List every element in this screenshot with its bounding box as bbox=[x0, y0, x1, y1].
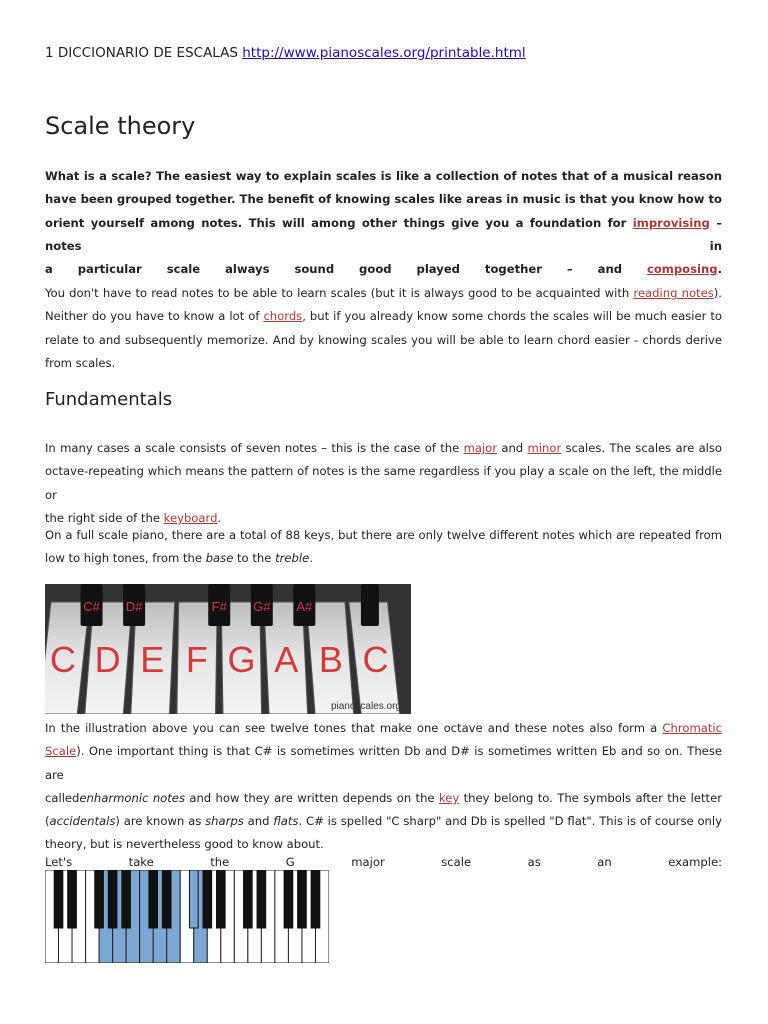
fund2-line-1: On a full scale piano, there are a total of 88 keys, but there are only twelve different notes which are repeated from bbox=[45, 528, 722, 542]
para-text: In the illustration above you can see twelve tones that make one octave and these notes also form a bbox=[45, 721, 658, 735]
black-key-label: D# bbox=[125, 599, 143, 614]
g-major-black-key bbox=[108, 870, 117, 928]
para-text: to the bbox=[237, 551, 272, 566]
treble-term: treble bbox=[275, 551, 310, 566]
chromatic-scale-link[interactable]: Scale bbox=[45, 744, 77, 759]
white-key-label: E bbox=[140, 639, 165, 680]
header-prefix: 1 DICCIONARIO DE ESCALAS bbox=[45, 45, 238, 61]
sharps-term: sharps bbox=[205, 814, 244, 829]
major-link[interactable]: major bbox=[463, 441, 498, 455]
g-major-black-key bbox=[257, 870, 266, 928]
enharmonic-text: calledenharmonic notes bbox=[45, 790, 185, 805]
white-key-label: C bbox=[362, 639, 389, 680]
black-key bbox=[361, 584, 379, 626]
para2-line-4: from scales. bbox=[45, 355, 116, 370]
para-text: and how they are written depends on the bbox=[189, 790, 435, 805]
para-text: ( bbox=[45, 814, 50, 829]
para2-line-3: relate to and subsequently memorize. And by knowing scales you will be able to learn chord easier - chords derive bbox=[45, 332, 722, 347]
para-text: they belong to. The symbols after the letter bbox=[463, 790, 722, 805]
fund-line-2: octave-repeating which means the pattern of notes is the same regardless if you play a scale on the left, the middle or bbox=[45, 464, 722, 502]
chromatic-link[interactable]: Chromatic bbox=[662, 721, 722, 735]
g-major-black-key bbox=[54, 870, 63, 928]
chrom-line-5: theory, but is nevertheless good to know about. bbox=[45, 837, 324, 852]
chromatic-paragraph bbox=[45, 717, 722, 857]
minor-link[interactable]: minor bbox=[527, 441, 562, 455]
chords-link[interactable]: chords bbox=[263, 309, 303, 324]
para-text: the right side of the bbox=[45, 510, 160, 525]
reading-notes-paragraph bbox=[45, 282, 722, 375]
white-key-label: F bbox=[185, 639, 208, 680]
example-line: Let's take the G major scale as an example: bbox=[45, 855, 722, 869]
para-text: ). bbox=[713, 286, 722, 300]
intro-line-3 bbox=[45, 212, 722, 259]
keyboard-link[interactable]: keyboard bbox=[163, 510, 218, 525]
base-term: base bbox=[205, 551, 234, 566]
black-key-label: C# bbox=[83, 599, 100, 614]
g-major-keyboard bbox=[45, 870, 329, 963]
white-key-label: C bbox=[49, 639, 76, 680]
white-key-label: B bbox=[318, 639, 343, 680]
g-major-black-key bbox=[189, 870, 198, 928]
reading-notes-link[interactable]: reading notes bbox=[633, 286, 714, 300]
white-key-label: D bbox=[94, 639, 121, 680]
watermark-text: pianoscales.org bbox=[330, 701, 401, 712]
intro-text: orient yourself among notes. This will among other things give you a foundation for bbox=[45, 215, 627, 230]
g-major-black-key bbox=[95, 870, 104, 928]
intro-paragraph bbox=[45, 165, 722, 281]
piano-photo bbox=[45, 584, 411, 714]
white-key-label: G bbox=[227, 639, 256, 680]
black-key-label: G# bbox=[253, 599, 271, 614]
accidentals-term: accidentals bbox=[49, 814, 116, 829]
chrom-line-4 bbox=[45, 810, 722, 833]
g-major-black-key bbox=[149, 870, 158, 928]
g-major-black-key bbox=[311, 870, 320, 928]
g-major-black-key bbox=[244, 870, 253, 928]
fundamentals-heading: Fundamentals bbox=[45, 389, 173, 410]
fundamentals-paragraph-2 bbox=[45, 524, 722, 571]
para-text: In many cases a scale consists of seven notes – this is the case of the bbox=[45, 441, 460, 455]
chrom-line-1 bbox=[45, 717, 722, 740]
page-title: Scale theory bbox=[45, 112, 196, 140]
para-text: and bbox=[501, 441, 524, 455]
g-major-black-key bbox=[284, 870, 293, 928]
header-link[interactable]: http://www.pianoscales.org/printable.html bbox=[242, 45, 526, 61]
white-key-label: A bbox=[274, 639, 299, 680]
intro-text: a particular scale always sound good played together – and bbox=[45, 262, 623, 277]
composing-link[interactable]: composing bbox=[646, 262, 718, 277]
para-text: , but if you already know some chords the scales will be much easier to bbox=[302, 309, 723, 324]
para-text: and bbox=[247, 814, 270, 829]
para2-line-1 bbox=[45, 282, 722, 305]
chrom-line-3 bbox=[45, 787, 722, 810]
intro-text: – notes in bbox=[45, 215, 722, 253]
intro-text: . bbox=[717, 262, 722, 277]
key-link[interactable]: key bbox=[438, 790, 460, 805]
para2-line-2 bbox=[45, 305, 722, 328]
flats-term: flats bbox=[273, 814, 299, 829]
g-major-black-key bbox=[203, 870, 212, 928]
para-text: ) are known as bbox=[115, 814, 202, 829]
intro-line-4 bbox=[45, 258, 722, 281]
para-text: . bbox=[217, 510, 222, 525]
black-key-label: A# bbox=[296, 599, 313, 614]
g-major-black-key bbox=[162, 870, 171, 928]
para-text: low to high tones, from the bbox=[45, 551, 202, 566]
g-major-keyboard-svg bbox=[45, 870, 329, 963]
black-key-label: F# bbox=[211, 599, 227, 614]
fundamentals-paragraph-1 bbox=[45, 437, 722, 530]
para-text: You don't have to read notes to be able to learn scales (but it is always good to be acquainted with bbox=[45, 286, 630, 300]
page-header bbox=[45, 45, 526, 61]
fund-line-1 bbox=[45, 437, 722, 460]
g-major-black-key bbox=[68, 870, 77, 928]
improvising-link[interactable]: improvising bbox=[632, 215, 710, 230]
para-text: scales. The scales are also bbox=[565, 441, 723, 455]
g-major-black-key bbox=[122, 870, 131, 928]
para-text: . C# is spelled "C sharp" and Db is spelled "D flat". This is of course only bbox=[298, 814, 722, 829]
fund2-line-2 bbox=[45, 547, 722, 570]
para-text: ). One important thing is that C# is sometimes written Db and D# is sometimes written Eb and so on. These are bbox=[45, 744, 722, 782]
piano-photo-svg bbox=[45, 584, 411, 714]
g-major-black-key bbox=[216, 870, 225, 928]
g-major-black-key bbox=[298, 870, 307, 928]
intro-line-2: have been grouped together. The benefit of knowing scales like areas in music is that you know how to bbox=[45, 192, 722, 207]
intro-line-1: What is a scale? The easiest way to explain scales is like a collection of notes that of a musical reason bbox=[45, 169, 722, 183]
chrom-line-2 bbox=[45, 740, 722, 787]
para-text: . bbox=[309, 551, 313, 566]
para-text: Neither do you have to know a lot of bbox=[45, 309, 260, 324]
